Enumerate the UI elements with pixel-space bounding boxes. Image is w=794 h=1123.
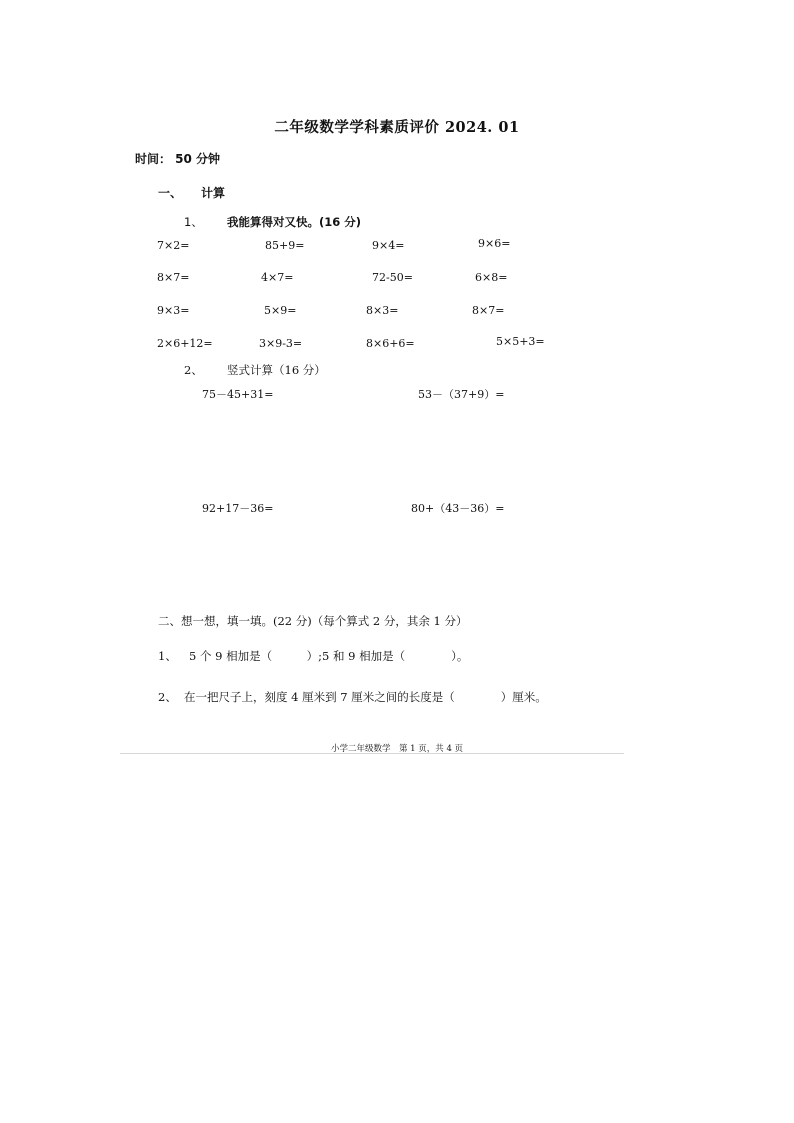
fill-item-number: 2、 — [158, 690, 177, 704]
calc-problem: 9×3= — [157, 304, 190, 317]
fill-item-number: 1、 — [158, 649, 177, 663]
calc-problem: 72-50= — [372, 271, 413, 284]
question-1-heading — [184, 214, 361, 230]
section-1-number: 一、 — [158, 186, 183, 200]
vertical-calc-problem: 80+（43－36）= — [411, 502, 505, 515]
time-limit: 时间： 50 分钟 — [135, 152, 221, 166]
page-footer: 小学二年级数学 第 1 页，共 4 页 — [330, 744, 464, 754]
section-2-heading: 二、想一想，填一填。(22 分)（每个算式 2 分，其余 1 分） — [158, 614, 468, 628]
calc-problem: 2×6+12= — [157, 337, 213, 350]
calc-problem: 5×9= — [264, 304, 297, 317]
calc-problem: 5×5+3= — [496, 335, 545, 348]
question-2-title: 竖式计算（16 分） — [227, 363, 326, 377]
vertical-calc-problem: 53－（37+9）= — [418, 388, 505, 401]
calc-problem: 8×3= — [366, 304, 399, 317]
question-2-number: 2、 — [184, 363, 203, 377]
page-title: 二年级数学学科素质评价 2024. 01 — [274, 119, 520, 136]
calc-problem: 6×8= — [475, 271, 508, 284]
question-1-number: 1、 — [184, 215, 203, 229]
calc-problem: 9×6= — [478, 237, 511, 250]
section-1-title: 计算 — [201, 186, 226, 200]
calc-problem: 85+9= — [265, 239, 305, 252]
fill-item-text: 在一把尺子上，刻度 4 厘米到 7 厘米之间的长度是（ ）厘米。 — [184, 690, 547, 704]
calc-problem: 3×9-3= — [259, 337, 303, 350]
calc-problem: 8×7= — [472, 304, 505, 317]
section-1-heading — [158, 184, 225, 201]
calc-problem: 7×2= — [157, 239, 190, 252]
calc-problem: 4×7= — [261, 271, 294, 284]
vertical-calc-problem: 92+17－36= — [202, 502, 274, 515]
vertical-calc-problem: 75－45+31= — [202, 388, 274, 401]
calc-problem: 8×6+6= — [366, 337, 415, 350]
calc-problem: 8×7= — [157, 271, 190, 284]
fill-item-text: 5 个 9 相加是（ ）;5 和 9 相加是（ ）。 — [189, 649, 469, 663]
question-2-heading — [184, 362, 326, 378]
calc-problem: 9×4= — [372, 239, 405, 252]
question-1-title: 我能算得对又快。(16 分) — [227, 215, 362, 229]
